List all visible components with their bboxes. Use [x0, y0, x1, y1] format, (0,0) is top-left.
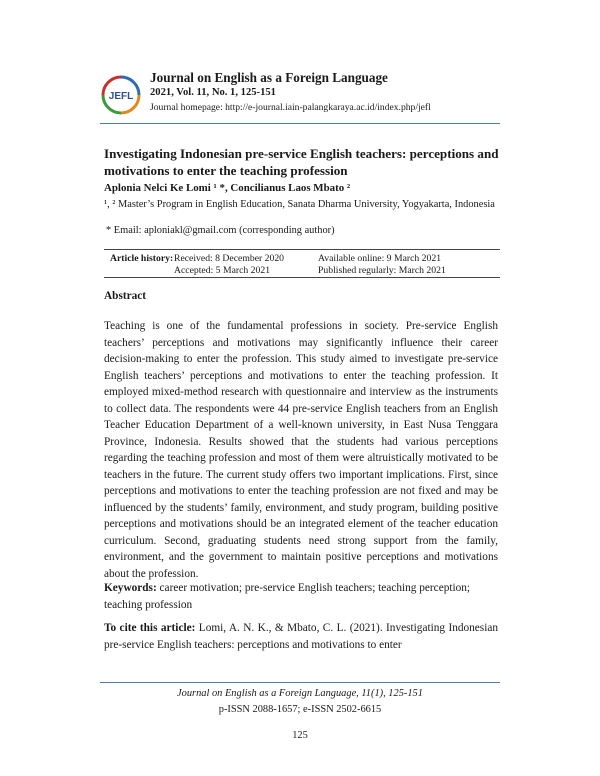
- page-number: 125: [292, 730, 308, 741]
- history-published: Published regularly: March 2021: [318, 265, 446, 276]
- header-divider: [100, 123, 500, 124]
- history-top-rule: [104, 249, 500, 250]
- journal-logo: [100, 74, 142, 116]
- footer-journal-ref: Journal on English as a Foreign Language, 11(1), 125-151: [177, 688, 423, 699]
- journal-homepage[interactable]: Journal homepage: http://e-journal.iain-palangkaraya.ac.id/index.php/jefl: [150, 102, 431, 113]
- author-email[interactable]: * Email: aploniakl@gmail.com (corresponding author): [106, 225, 335, 236]
- keywords-label: Keywords:: [104, 582, 157, 594]
- footer-divider: [100, 682, 500, 683]
- footer-issn: p-ISSN 2088-1657; e-ISSN 2502-6615: [218, 704, 382, 715]
- abstract-body: Teaching is one of the fundamental professions in society. Pre-service English teachers’ perceptions and motivations may significantly influence their career decision-making to enter the profession. This study aimed to investigate pre-service English teachers’ perceptions and motivations to enter the teaching profession. It employed mixed-method research with questionnaire and interview as the instruments to collect data. The respondents were 44 pre-service English teachers from an English Teacher Education Department of a well-known university, in East Nusa Tenggara Province, Indonesia. Results showed that the students had various perceptions regarding the teaching profession and most of them were altruistically motivated to be teachers in the future. The current study offers two important implications. First, since perceptions and motivations to enter the teaching profession are not fixed and may be influenced by the students’ family, environment, and study program, building positive perceptions and motivations should be an integrated element of the teacher education curriculum. Second, graduating students need strong support from the family, environment, and the government to maintain positive perceptions and motivations about the profession.: [104, 320, 498, 580]
- history-accepted: Accepted: 5 March 2021: [174, 265, 271, 276]
- svg-text:JEFL: JEFL: [108, 91, 134, 102]
- history-bottom-rule: [104, 277, 500, 278]
- history-label: Article history:: [110, 253, 174, 264]
- history-received: Received: 8 December 2020: [174, 253, 285, 264]
- citation: [104, 620, 498, 653]
- history-available: Available online: 9 March 2021: [318, 253, 442, 264]
- keywords-text: career motivation; pre-service English teachers; teaching perception; teaching profession: [104, 582, 471, 611]
- keywords: [104, 580, 498, 613]
- citation-text: Lomi, A. N. K., & Mbato, C. L. (2021). Investigating Indonesian pre-service English teachers: perceptions and motivations to enter: [104, 622, 499, 651]
- journal-volume: 2021, Vol. 11, No. 1, 125-151: [150, 87, 276, 98]
- citation-label: To cite this article:: [104, 622, 196, 634]
- article-authors: Aplonia Nelci Ke Lomi ¹ *, Concilianus Laos Mbato ²: [104, 182, 351, 194]
- article-title: Investigating Indonesian pre-service English teachers: perceptions and motivations to enter the teaching profession: [104, 146, 499, 178]
- author-affiliation: ¹, ² Master’s Program in English Education, Sanata Dharma University, Yogyakarta, Indonesia: [104, 199, 495, 210]
- abstract-heading: Abstract: [104, 290, 147, 302]
- journal-title: Journal on English as a Foreign Language: [150, 70, 388, 85]
